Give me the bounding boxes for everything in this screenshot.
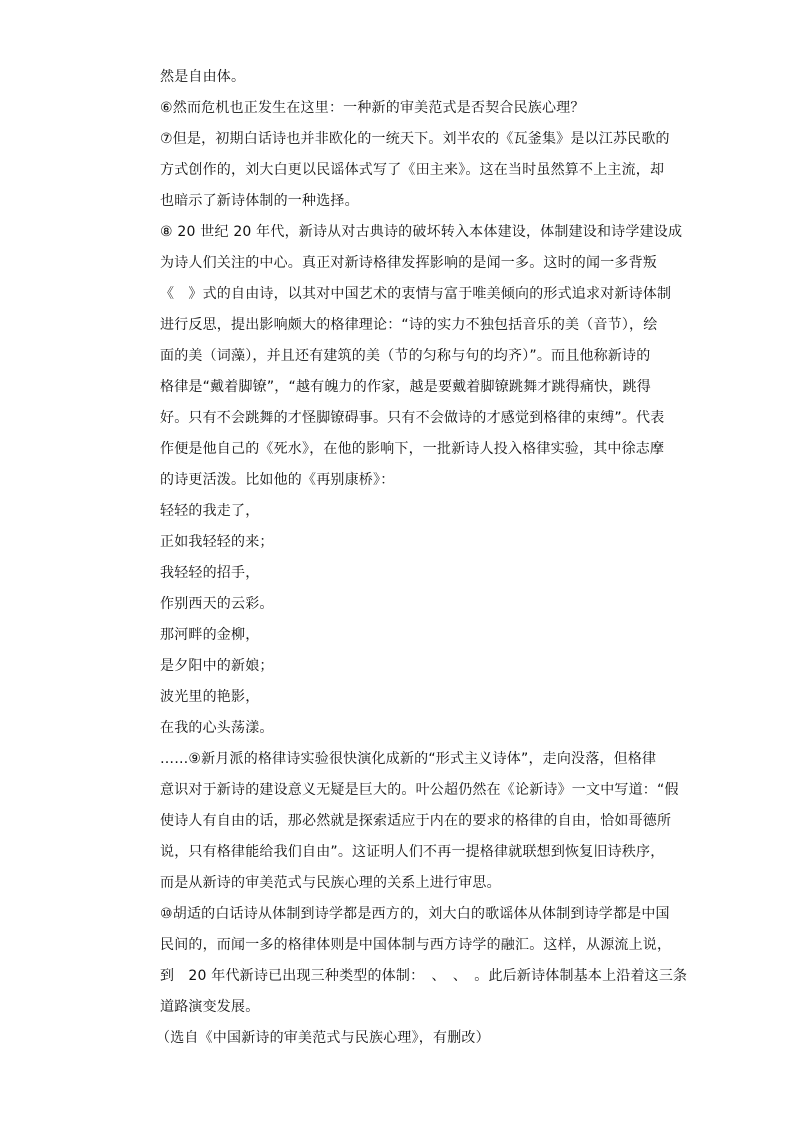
text-line: 而是从新诗的审美范式与民族心理的关系上进行审思。 (160, 875, 501, 891)
text-line: 《 》式的自由诗，以其对中国艺术的衷情与富于唯美倾向的形式追求对新诗体制 (160, 286, 672, 302)
text-line: 也暗示了新诗体制的一种选择。 (160, 193, 359, 209)
text-line: 作便是他自己的《死水》，在他的影响下，一批新诗人投入格律实验，其中徐志摩 (160, 441, 665, 457)
poem-line: 在我的心头荡漾。 (160, 720, 274, 736)
poem-line: 轻轻的我走了， (160, 503, 260, 519)
text-line: 使诗人有自由的话，那必然就是探索适应于内在的要求的格律的自由，恰如哥德所 (160, 813, 672, 829)
text-line: 进行反思，提出影响颇大的格律理论：“诗的实力不独包括音乐的美（音节），绘 (160, 317, 658, 333)
poem-line: 正如我轻轻的来； (160, 534, 274, 550)
text-line: 然是自由体。 (160, 69, 246, 85)
text-line: 的诗更活泼。比如他的《再别康桥》： (160, 472, 395, 488)
text-line: ⑦但是，初期白话诗也并非欧化的一统天下。刘半农的《瓦釜集》是以江苏民歌的 (160, 131, 670, 147)
poem-line: 那河畔的金柳， (160, 627, 260, 643)
article-body (156, 62, 688, 1054)
text-line: ⑥然而危机也正发生在这里：一种新的审美范式是否契合民族心理？ (160, 100, 585, 116)
poem-line: 我轻轻的招手， (160, 565, 260, 581)
text-line: 民间的，而闻一多的格律体则是中国体制与西方诗学的融汇。这样，从源流上说， (160, 937, 672, 953)
source-citation: （选自《中国新诗的审美范式与民族心理》，有删改） (156, 1030, 490, 1046)
text-line: ⑧ 20 世纪 20 年代，新诗从对古典诗的破坏转入本体建设，体制建设和诗学建设成 (160, 224, 683, 240)
text-line: 方式创作的，刘大白更以民谣体式写了《田主来》。这在当时虽然算不上主流，却 (160, 162, 665, 178)
text-line: 为诗人们关注的中心。真正对新诗格律发挥影响的是闻一多。这时的闻一多背叛 (160, 255, 657, 271)
text-line: 意识对于新诗的建设意义无疑是巨大的。叶公超仍然在《论新诗》一文中写道：“假 (160, 782, 679, 798)
text-line: 道路演变发展。 (160, 999, 260, 1015)
poem-line: 作别西天的云彩。 (160, 596, 274, 612)
text-line: 面的美（词藻），并且还有建筑的美（节的匀称与句的均齐）”。而且他称新诗的 (160, 348, 651, 364)
poem-line: 波光里的艳影， (160, 689, 260, 705)
text-line: ⑩胡适的白话诗从体制到诗学都是西方的，刘大白的歌谣体从体制到诗学都是中国 (160, 906, 670, 922)
text-line: 格律是“戴着脚镣”，“越有魄力的作家，越是要戴着脚镣跳舞才跳得痛快，跳得 (160, 379, 651, 395)
text-line: ……⑨新月派的格律诗实验很快演化成新的“形式主义诗体”，走向没落，但格律 (160, 751, 657, 767)
poem-line: 是夕阳中的新娘； (160, 658, 274, 674)
text-line: 好。只有不会跳舞的才怪脚镣碍事。只有不会做诗的才感觉到格律的束缚”。代表 (160, 410, 665, 426)
text-line: 到 20 年代新诗已出现三种类型的体制： 、 、 。此后新诗体制基本上沿着这三条 (160, 968, 688, 984)
text-line: 说，只有格律能给我们自由”。这证明人们不再一提格律就联想到恢复旧诗秩序， (160, 844, 665, 860)
